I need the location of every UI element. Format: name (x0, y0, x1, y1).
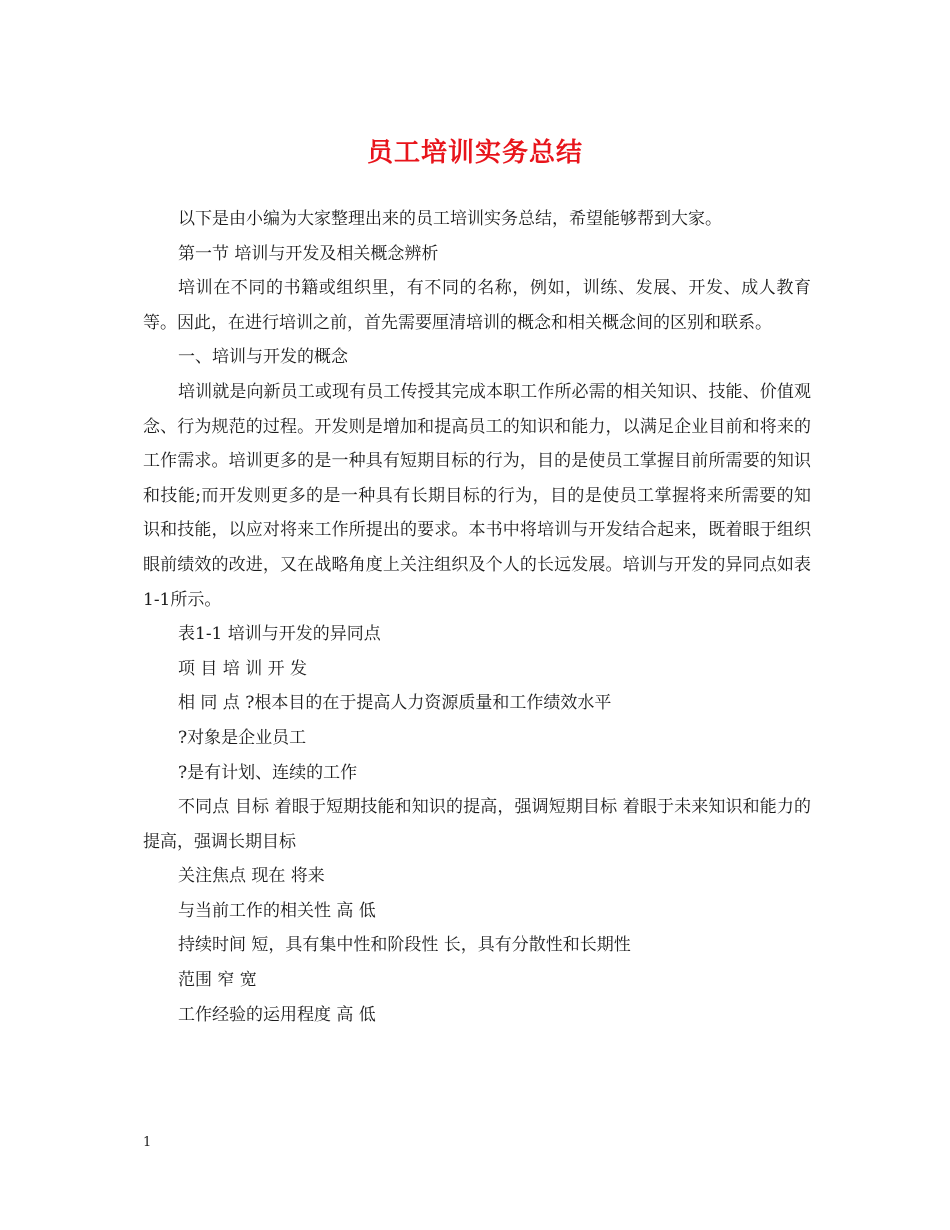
document-title: 员工培训实务总结 (366, 138, 583, 168)
paragraph-intro: 以下是由小编为大家整理出来的员工培训实务总结，希望能够帮到大家。 (178, 209, 722, 229)
section-heading: 第一节 培训与开发及相关概念辨析 (178, 243, 439, 264)
table-line: 不同点 目标 着眼于短期技能和知识的提高，强调短期目标 着眼于未来知识和能力的提高，强调长期目标 (143, 797, 811, 852)
table-line: 持续时间 短，具有集中性和阶段性 长，具有分散性和长期性 (178, 935, 631, 956)
table-caption: 表1-1 培训与开发的异同点 (178, 624, 381, 645)
document-body (143, 202, 811, 1032)
paragraph: 培训在不同的书籍或组织里，有不同的名称，例如，训练、发展、开发、成人教育等。因此，在进行培训之前，首先需要厘清培训的概念和相关概念间的区别和联系。 (143, 278, 811, 333)
table-line: 与当前工作的相关性 高 低 (178, 900, 376, 921)
table-line: 相 同 点 ?根本目的在于提高人力资源质量和工作绩效水平 (178, 693, 612, 714)
table-line: ?对象是企业员工 (178, 727, 307, 748)
table-line: 工作经验的运用程度 高 低 (178, 1004, 376, 1025)
table-line: ?是有计划、连续的工作 (178, 762, 358, 783)
table-line: 项 目 培 训 开 发 (178, 658, 308, 679)
table-line: 范围 窄 宽 (178, 970, 257, 991)
table-line: 关注焦点 现在 将来 (178, 866, 325, 887)
paragraph: 培训就是向新员工或现有员工传授其完成本职工作所必需的相关知识、技能、价值观念、行为规范的过程。开发则是增加和提高员工的知识和能力，以满足企业目前和将来的工作需求。培训更多的是一种具有短期目标的行为，目的是使员工掌握目前所需要的知识和技能;而开发则更多的是一种具有长期目标的行为，目的是使员工掌握将来所需要的知识和技能，以应对将来工作所提出的要求。本书中将培训与开发结合起来，既着眼于组织眼前绩效的改进，又在战略角度上关注组织及个人的长远发展。培训与开发的异同点如表1-1所示。 (143, 381, 811, 610)
subsection-heading: 一、培训与开发的概念 (178, 347, 348, 368)
page-number: 1 (143, 1135, 152, 1150)
